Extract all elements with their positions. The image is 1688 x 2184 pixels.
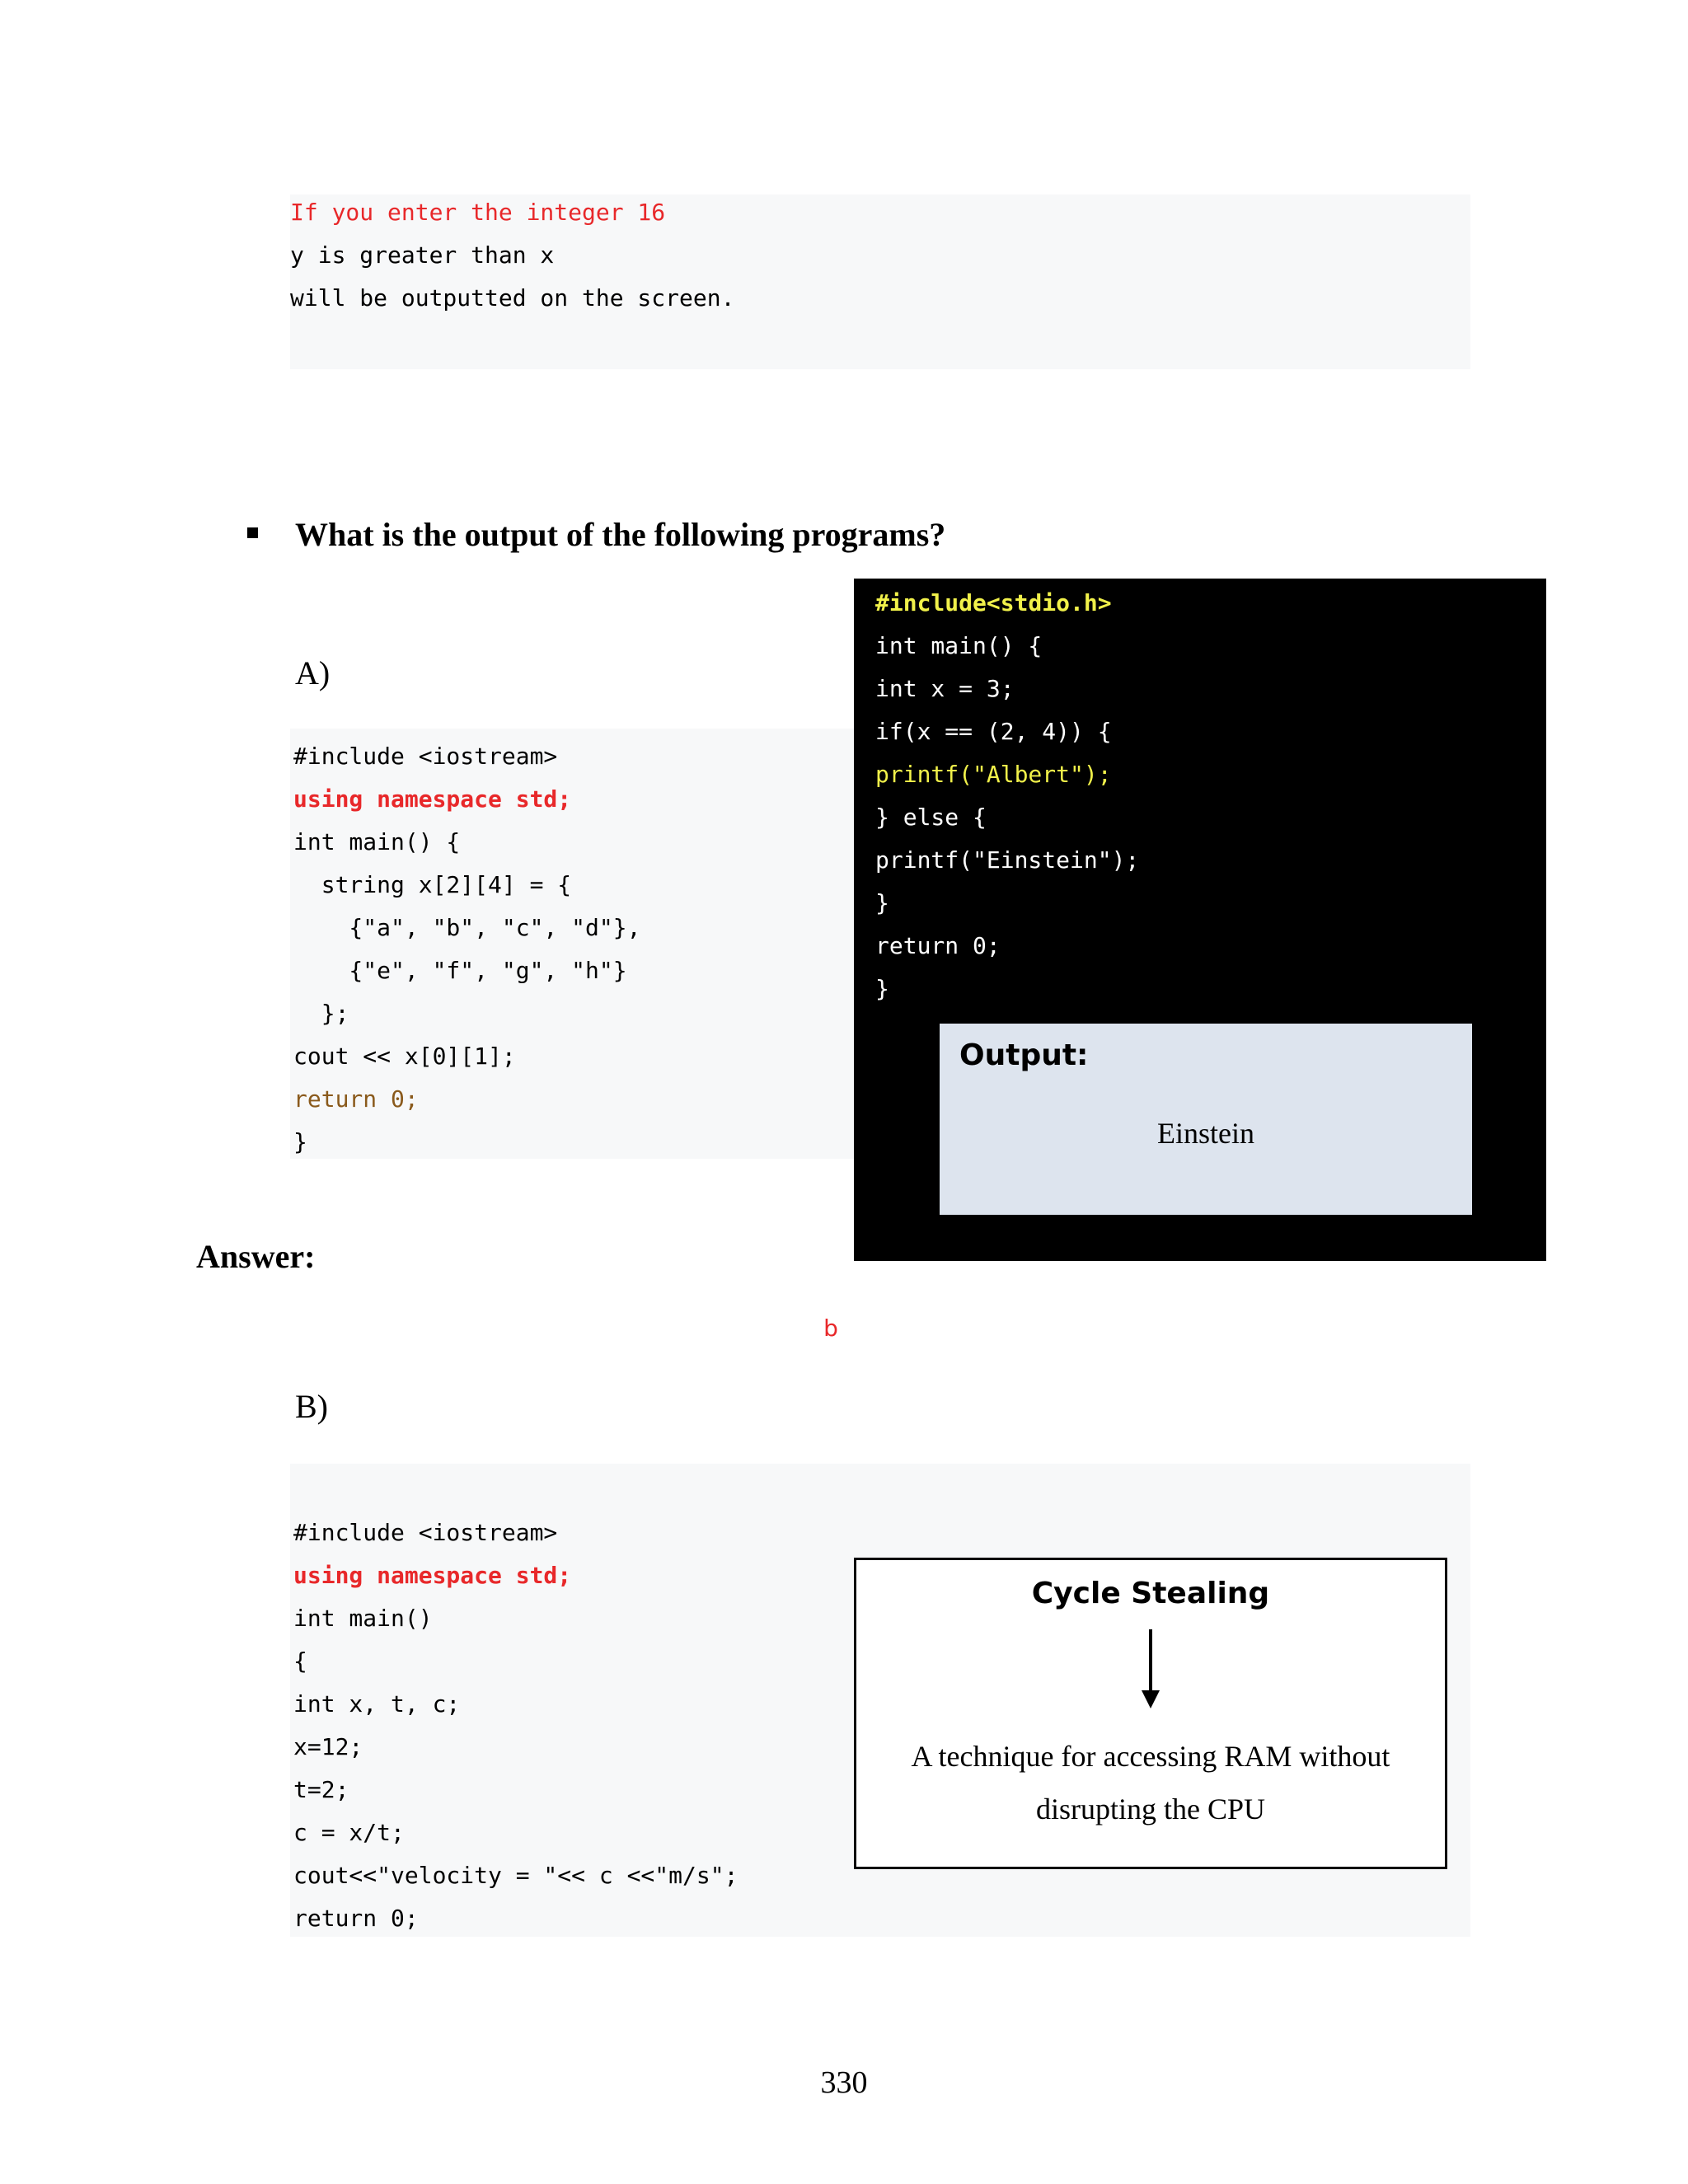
output-text-line: y is greater than x	[290, 241, 555, 269]
code-line: {"e", "f", "g", "h"}	[293, 957, 627, 984]
description-line: A technique for accessing RAM without	[911, 1740, 1390, 1773]
cycle-stealing-description	[856, 1730, 1445, 1835]
code-line: } else {	[875, 804, 987, 831]
down-arrow-icon	[1133, 1628, 1168, 1710]
cycle-stealing-box	[854, 1558, 1447, 1869]
code-line: #include<stdio.h>	[875, 589, 1112, 616]
code-line: cout<<"velocity = "<< c <<"m/s";	[293, 1862, 738, 1889]
section-a-label: A)	[295, 654, 331, 691]
code-line: x=12;	[293, 1733, 363, 1760]
code-line: printf("Albert");	[875, 761, 1112, 788]
code-line: t=2;	[293, 1776, 349, 1803]
code-line: int main() {	[293, 828, 461, 855]
answer-label: Answer:	[196, 1238, 316, 1275]
code-line: }	[293, 1128, 307, 1155]
output-box	[940, 1024, 1472, 1215]
code-line: using namespace std;	[293, 785, 572, 813]
output-text-line: will be outputted on the screen.	[290, 284, 735, 312]
code-line: int main() {	[875, 632, 1043, 659]
code-line: };	[293, 1000, 349, 1027]
code-line: c = x/t;	[293, 1819, 405, 1846]
cycle-stealing-title: Cycle Stealing	[1031, 1577, 1270, 1610]
code-line: int x = 3;	[875, 675, 1015, 702]
code-line: #include <iostream>	[293, 1519, 558, 1546]
code-line: }	[875, 975, 889, 1002]
code-line: int main()	[293, 1605, 433, 1632]
answer-value: b	[823, 1315, 838, 1342]
code-line: {"a", "b", "c", "d"},	[293, 914, 641, 941]
page-number: 330	[820, 2065, 868, 2100]
output-value: Einstein	[1157, 1117, 1254, 1150]
question-heading: What is the output of the following programs?	[295, 516, 946, 553]
code-block-a	[290, 729, 856, 1159]
description-line: disrupting the CPU	[1035, 1793, 1265, 1825]
code-line: string x[2][4] = {	[293, 871, 572, 898]
code-line: int x, t, c;	[293, 1690, 461, 1718]
output-label: Output:	[959, 1038, 1089, 1072]
bullet-icon	[247, 527, 258, 538]
code-line: using namespace std;	[293, 1562, 572, 1589]
top-output-block	[290, 194, 1470, 369]
code-line: #include <iostream>	[293, 743, 558, 770]
code-line: {	[293, 1647, 307, 1675]
code-line: return 0;	[293, 1905, 419, 1932]
code-line: return 0;	[293, 1085, 419, 1113]
code-line: if(x == (2, 4)) {	[875, 718, 1112, 745]
code-line: printf("Einstein");	[875, 846, 1140, 874]
code-line: }	[875, 889, 889, 916]
code-line: return 0;	[875, 932, 1001, 959]
code-line: cout << x[0][1];	[293, 1043, 516, 1070]
output-text-line: If you enter the integer 16	[290, 199, 666, 226]
section-b-label: B)	[295, 1388, 328, 1425]
